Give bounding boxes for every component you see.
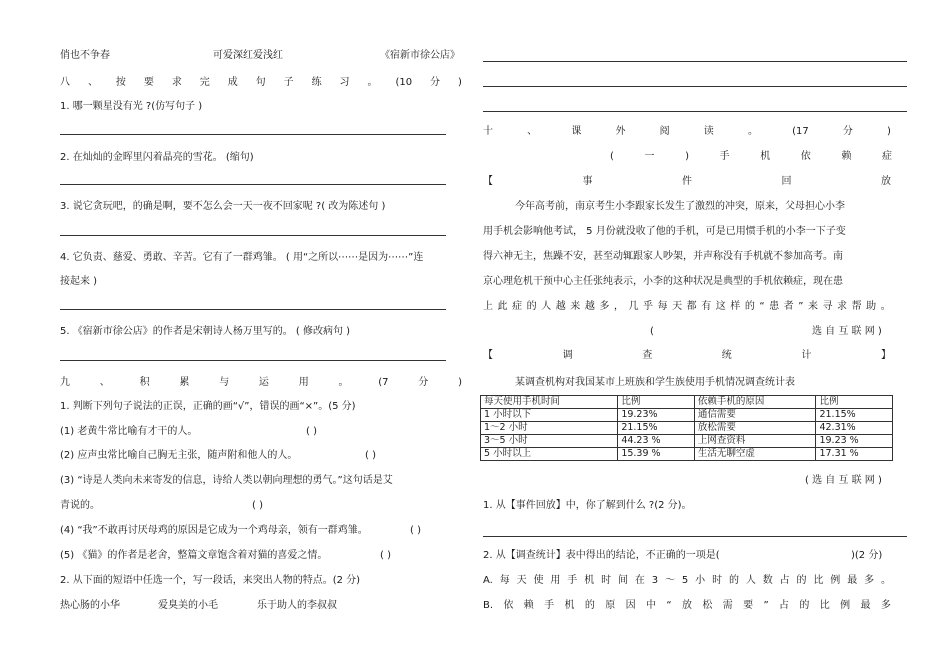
spaced-char: 的 (796, 575, 807, 586)
survey-stats-header (483, 350, 891, 362)
spaced-char: 几 (628, 301, 639, 312)
spaced-char: 在 (634, 575, 645, 586)
table-cell: 19.23% (618, 409, 695, 422)
spaced-char: 样 (730, 301, 741, 312)
spaced-char: “ (759, 301, 765, 312)
spaced-char: 八 (60, 77, 70, 88)
judge-5: (5) 《猫》的作者是老舍，整篇文章饱含着对猫的喜爱之情。 (60, 550, 328, 561)
spaced-char: ， (613, 301, 624, 312)
answer-line[interactable] (60, 235, 446, 236)
spaced-char: 3 (651, 575, 659, 586)
spaced-char: 例 (830, 575, 841, 586)
spaced-char: 比 (813, 575, 824, 586)
survey-table (480, 395, 893, 461)
spaced-char: 要 (143, 77, 154, 88)
judge-1-blank[interactable]: ( ) (306, 426, 317, 437)
spaced-char: 小 (695, 575, 706, 586)
spaced-char: 求 (837, 301, 848, 312)
spaced-char: 累 (179, 377, 190, 388)
source-paren: ( (650, 326, 654, 337)
source-label-2: ( 选 自 互 联 网 ) (805, 475, 882, 486)
spaced-char: 外 (615, 126, 626, 137)
table-row (481, 409, 893, 422)
spaced-char: 的 (728, 575, 739, 586)
spaced-char: 人 (745, 575, 756, 586)
spaced-char: 最 (847, 575, 858, 586)
option-b[interactable] (483, 600, 891, 612)
spaced-char: 。 (338, 377, 349, 388)
judge-4-blank[interactable]: ( ) (410, 525, 421, 536)
spaced-char: 机 (760, 151, 771, 162)
spaced-char: 的 (526, 301, 537, 312)
table-header-cell: 每天使用手机时间 (481, 396, 618, 409)
spaced-char: 、 (87, 77, 98, 88)
q10-1: 1. 从【事件回放】中，你了解到什么 ?(2 分)。 (483, 500, 692, 511)
spaced-char: 用 (298, 377, 309, 388)
spaced-char: B. (483, 600, 494, 611)
q10-2: 2. 从【调查统计】表中得出的结论，不正确的一项是( (483, 550, 720, 561)
spaced-char: 助 (866, 301, 877, 312)
spaced-char: 来 (807, 301, 818, 312)
spaced-char: 查 (642, 350, 653, 361)
table-cell: 21.15% (618, 422, 695, 435)
judge-3: (3) “诗是人类向未来寄发的信息，诗给人类以朝向理想的勇气。”这句话是艾 (60, 475, 393, 486)
spaced-char: (17 (792, 126, 809, 137)
spaced-char: 课 (571, 126, 582, 137)
table-cell: 3～5 小时 (481, 435, 618, 448)
section-8-heading (60, 77, 462, 89)
spaced-char: 这 (715, 301, 726, 312)
table-cell: 放松需要 (694, 422, 816, 435)
spaced-char: 占 (779, 600, 790, 611)
table-cell: 通信需要 (694, 409, 816, 422)
table-title: 某调查机构对我国某市上班族和学生族使用手机情况调查统计表 (515, 377, 795, 388)
spaced-char: 使 (533, 575, 544, 586)
spaced-char: ～ (665, 575, 676, 586)
passage-line-3: 得六神无主，焦躁不安，甚至动辄跟家人吵架，并声称没有手机就不参加高考。南 (483, 251, 843, 262)
spaced-char: 调 (562, 350, 573, 361)
poem-line-1: 俏也不争春 (60, 50, 110, 61)
spaced-char: 。 (367, 77, 378, 88)
answer-line[interactable] (60, 184, 446, 185)
spaced-char: ) (458, 377, 462, 388)
spaced-char: 【 (483, 350, 493, 361)
spaced-char: 来 (570, 301, 581, 312)
spaced-char: 多 (880, 600, 891, 611)
event-replay-header (483, 176, 891, 188)
spaced-char: 的 (584, 600, 595, 611)
passage-line-4: 京心理危机干预中心主任张纯表示，小李的这种状况是典型的手机依赖症，现在患 (483, 276, 843, 287)
spaced-char: 天 (516, 575, 527, 586)
judge-4: (4) “我”不敢再讨厌母鸡的原因是它成为一个鸡母亲，领有一群鸡雏。 (60, 525, 368, 536)
spaced-char: 5 (681, 575, 689, 586)
phrase-2: 爱臭美的小毛 (158, 600, 218, 611)
spaced-char: 松 (702, 600, 713, 611)
spaced-char: ( (610, 151, 614, 162)
spaced-char: 每 (657, 301, 668, 312)
spaced-char: 按 (115, 77, 126, 88)
q9-1: 1. 判断下列句子说法的正误，正确的画“√”，错误的画“×”。(5 分) (60, 401, 356, 412)
spaced-char: 最 (860, 600, 871, 611)
q8-3: 3. 说它贪玩吧，的确是啊，要不怎么会一天一夜不回家呢 ?( 改为陈述句 ) (60, 201, 386, 212)
spaced-char: 子 (283, 77, 294, 88)
table-cell: 19.23 % (816, 435, 893, 448)
spaced-char: 阅 (659, 126, 670, 137)
spaced-char: 练 (311, 77, 322, 88)
spaced-char: 天 (672, 301, 683, 312)
spaced-char: ) (685, 151, 689, 162)
spaced-char: 】 (880, 350, 891, 361)
option-a[interactable] (483, 575, 891, 587)
section-10-heading (483, 126, 891, 138)
table-cell: 生活无聊空虚 (694, 448, 816, 461)
answer-line[interactable] (483, 536, 907, 537)
spaced-char: 占 (779, 575, 790, 586)
spaced-char: A. (483, 575, 493, 586)
spaced-char: 每 (499, 575, 510, 586)
poem-line-2: 可爱深红爱浅红 (213, 50, 283, 61)
spaced-char: 计 (801, 350, 812, 361)
spaced-char: 乎 (643, 301, 654, 312)
spaced-char: 手 (719, 151, 730, 162)
spaced-char: “ (666, 600, 672, 611)
spaced-char: 运 (258, 377, 269, 388)
spaced-char: ) (887, 126, 891, 137)
spaced-char: 需 (722, 600, 733, 611)
spaced-char: 分 (430, 77, 441, 88)
spaced-char: 求 (171, 77, 182, 88)
q8-4-cont: 接起来 ) (60, 276, 98, 287)
spaced-char: 有 (701, 301, 712, 312)
spaced-char: 。 (747, 126, 758, 137)
passage-title (610, 151, 892, 163)
table-cell: 5 小时以上 (481, 448, 618, 461)
spaced-char: 十 (483, 126, 493, 137)
q8-5: 5. 《宿新市徐公店》的作者是宋朝诗人杨万里写的。 ( 修改病句 ) (60, 326, 351, 337)
answer-line[interactable] (483, 61, 907, 62)
spaced-char: ) (457, 77, 462, 88)
spaced-char: 的 (799, 600, 810, 611)
table-cell: 21.15% (816, 409, 893, 422)
spaced-char: 成 (227, 77, 238, 88)
spaced-char: 手 (544, 600, 555, 611)
spaced-char: 人 (541, 301, 552, 312)
spaced-char: 分 (842, 126, 853, 137)
spaced-char: 比 (819, 600, 830, 611)
answer-line[interactable] (60, 360, 446, 361)
spaced-char: 多 (599, 301, 610, 312)
spaced-char: 积 (139, 377, 150, 388)
table-header-row (481, 396, 893, 409)
spaced-char: 机 (564, 600, 575, 611)
spaced-char: ” (763, 600, 769, 611)
spaced-char: 时 (712, 575, 723, 586)
spaced-char: 此 (497, 301, 508, 312)
spaced-char: ” (798, 301, 804, 312)
judge-3-cont: 青说的。 (60, 500, 100, 511)
spaced-char: 上 (483, 301, 493, 312)
table-header-cell: 依赖手机的原因 (694, 396, 816, 409)
spaced-char: 帮 (851, 301, 862, 312)
spaced-char: 数 (762, 575, 773, 586)
spaced-char: 机 (584, 575, 595, 586)
judge-3-blank[interactable]: ( ) (252, 500, 263, 511)
table-header-cell: 比例 (618, 396, 695, 409)
spaced-char: 患 (769, 301, 780, 312)
q10-2-blank[interactable]: )(2 分) (851, 550, 883, 561)
spaced-char: 放 (881, 176, 891, 187)
judge-2: (2) 应声虫常比喻自己胸无主张，随声附和他人的人。 (60, 450, 298, 461)
answer-line[interactable] (60, 309, 446, 310)
phrase-3: 乐于助人的李叔叔 (257, 600, 337, 611)
spaced-char: 、 (99, 377, 110, 388)
spaced-char: 习 (339, 77, 350, 88)
table-cell: 1 小时以下 (481, 409, 618, 422)
spaced-char: 统 (721, 350, 732, 361)
spaced-char: 越 (555, 301, 566, 312)
spaced-char: 寻 (822, 301, 833, 312)
table-cell: 44.23 % (618, 435, 695, 448)
spaced-char: 赖 (523, 600, 534, 611)
spaced-char: 九 (60, 377, 70, 388)
q8-4: 4. 它负责、慈爱、勇敢、辛苦。它有了一群鸡雏。 ( 用“之所以⋯⋯是因为⋯⋯”连 (60, 252, 424, 263)
spaced-char: 、 (527, 126, 538, 137)
q8-2: 2. 在灿灿的金晖里闪着晶亮的雪花。 (缩句) (60, 152, 254, 163)
spaced-char: 用 (550, 575, 561, 586)
spaced-char: 时 (601, 575, 612, 586)
spaced-char: 原 (605, 600, 616, 611)
spaced-char: 因 (625, 600, 636, 611)
spaced-char: 的 (744, 301, 755, 312)
spaced-char: 症 (512, 301, 523, 312)
spaced-char: 者 (783, 301, 794, 312)
spaced-char: 回 (781, 176, 792, 187)
table-row (481, 435, 893, 448)
spaced-char: 依 (503, 600, 514, 611)
table-cell: 上网查资料 (694, 435, 816, 448)
spaced-char: (7 (378, 377, 389, 388)
q9-2: 2. 从下面的短语中任选一个，写一段话，来突出人物的特点。(2 分) (60, 575, 361, 586)
table-cell: 17.31 % (816, 448, 893, 461)
judge-2-blank[interactable]: ( ) (365, 450, 376, 461)
spaced-char: 症 (881, 151, 892, 162)
section-9-heading (60, 377, 462, 389)
spaced-char: 越 (584, 301, 595, 312)
source-label: 选 自 互 联 网 ) (812, 326, 882, 337)
spaced-char: 一 (644, 151, 655, 162)
spaced-char: 手 (567, 575, 578, 586)
poem-source: 《宿新市徐公店》 (380, 50, 460, 61)
spaced-char: 放 (681, 600, 692, 611)
table-cell: 1～2 小时 (481, 422, 618, 435)
spaced-char: 事 (582, 176, 593, 187)
phrase-1: 热心肠的小华 (60, 600, 120, 611)
answer-line[interactable] (483, 86, 907, 87)
spaced-char: 中 (646, 600, 657, 611)
spaced-char: 与 (219, 377, 230, 388)
table-cell: 15.39 % (618, 448, 695, 461)
answer-line[interactable] (60, 134, 446, 135)
spaced-char: 【 (483, 176, 493, 187)
spaced-char: 。 (880, 301, 891, 312)
spaced-char: 赖 (841, 151, 852, 162)
judge-1: (1) 老黄牛常比喻有才干的人。 (60, 426, 198, 437)
passage-line-1: 今年高考前，南京考生小李跟家长发生了激烈的冲突，原来，父母担心小李 (515, 201, 845, 212)
spaced-char: 依 (800, 151, 811, 162)
table-header-cell: 比例 (816, 396, 893, 409)
spaced-char: 句 (255, 77, 266, 88)
table-row (481, 448, 893, 461)
spaced-char: 件 (682, 176, 692, 187)
passage-line-5 (483, 301, 891, 313)
judge-5-blank[interactable]: ( ) (380, 550, 391, 561)
answer-line[interactable] (483, 111, 907, 112)
q8-1: 1. 哪一颗星没有光 ?(仿写句子 ) (60, 101, 203, 112)
spaced-char: 分 (418, 377, 429, 388)
spaced-char: 多 (864, 575, 875, 586)
spaced-char: 要 (743, 600, 754, 611)
spaced-char: 。 (880, 575, 891, 586)
table-row (481, 422, 893, 435)
spaced-char: (10 (395, 77, 413, 88)
passage-line-2: 用手机会影响他考试， 5 月份就没收了他的手机，可是已用惯手机的小李一下子变 (483, 226, 846, 237)
table-cell: 42.31% (816, 422, 893, 435)
spaced-char: 读 (703, 126, 714, 137)
spaced-char: 间 (617, 575, 628, 586)
spaced-char: 完 (199, 77, 210, 88)
spaced-char: 都 (686, 301, 697, 312)
spaced-char: 例 (840, 600, 851, 611)
